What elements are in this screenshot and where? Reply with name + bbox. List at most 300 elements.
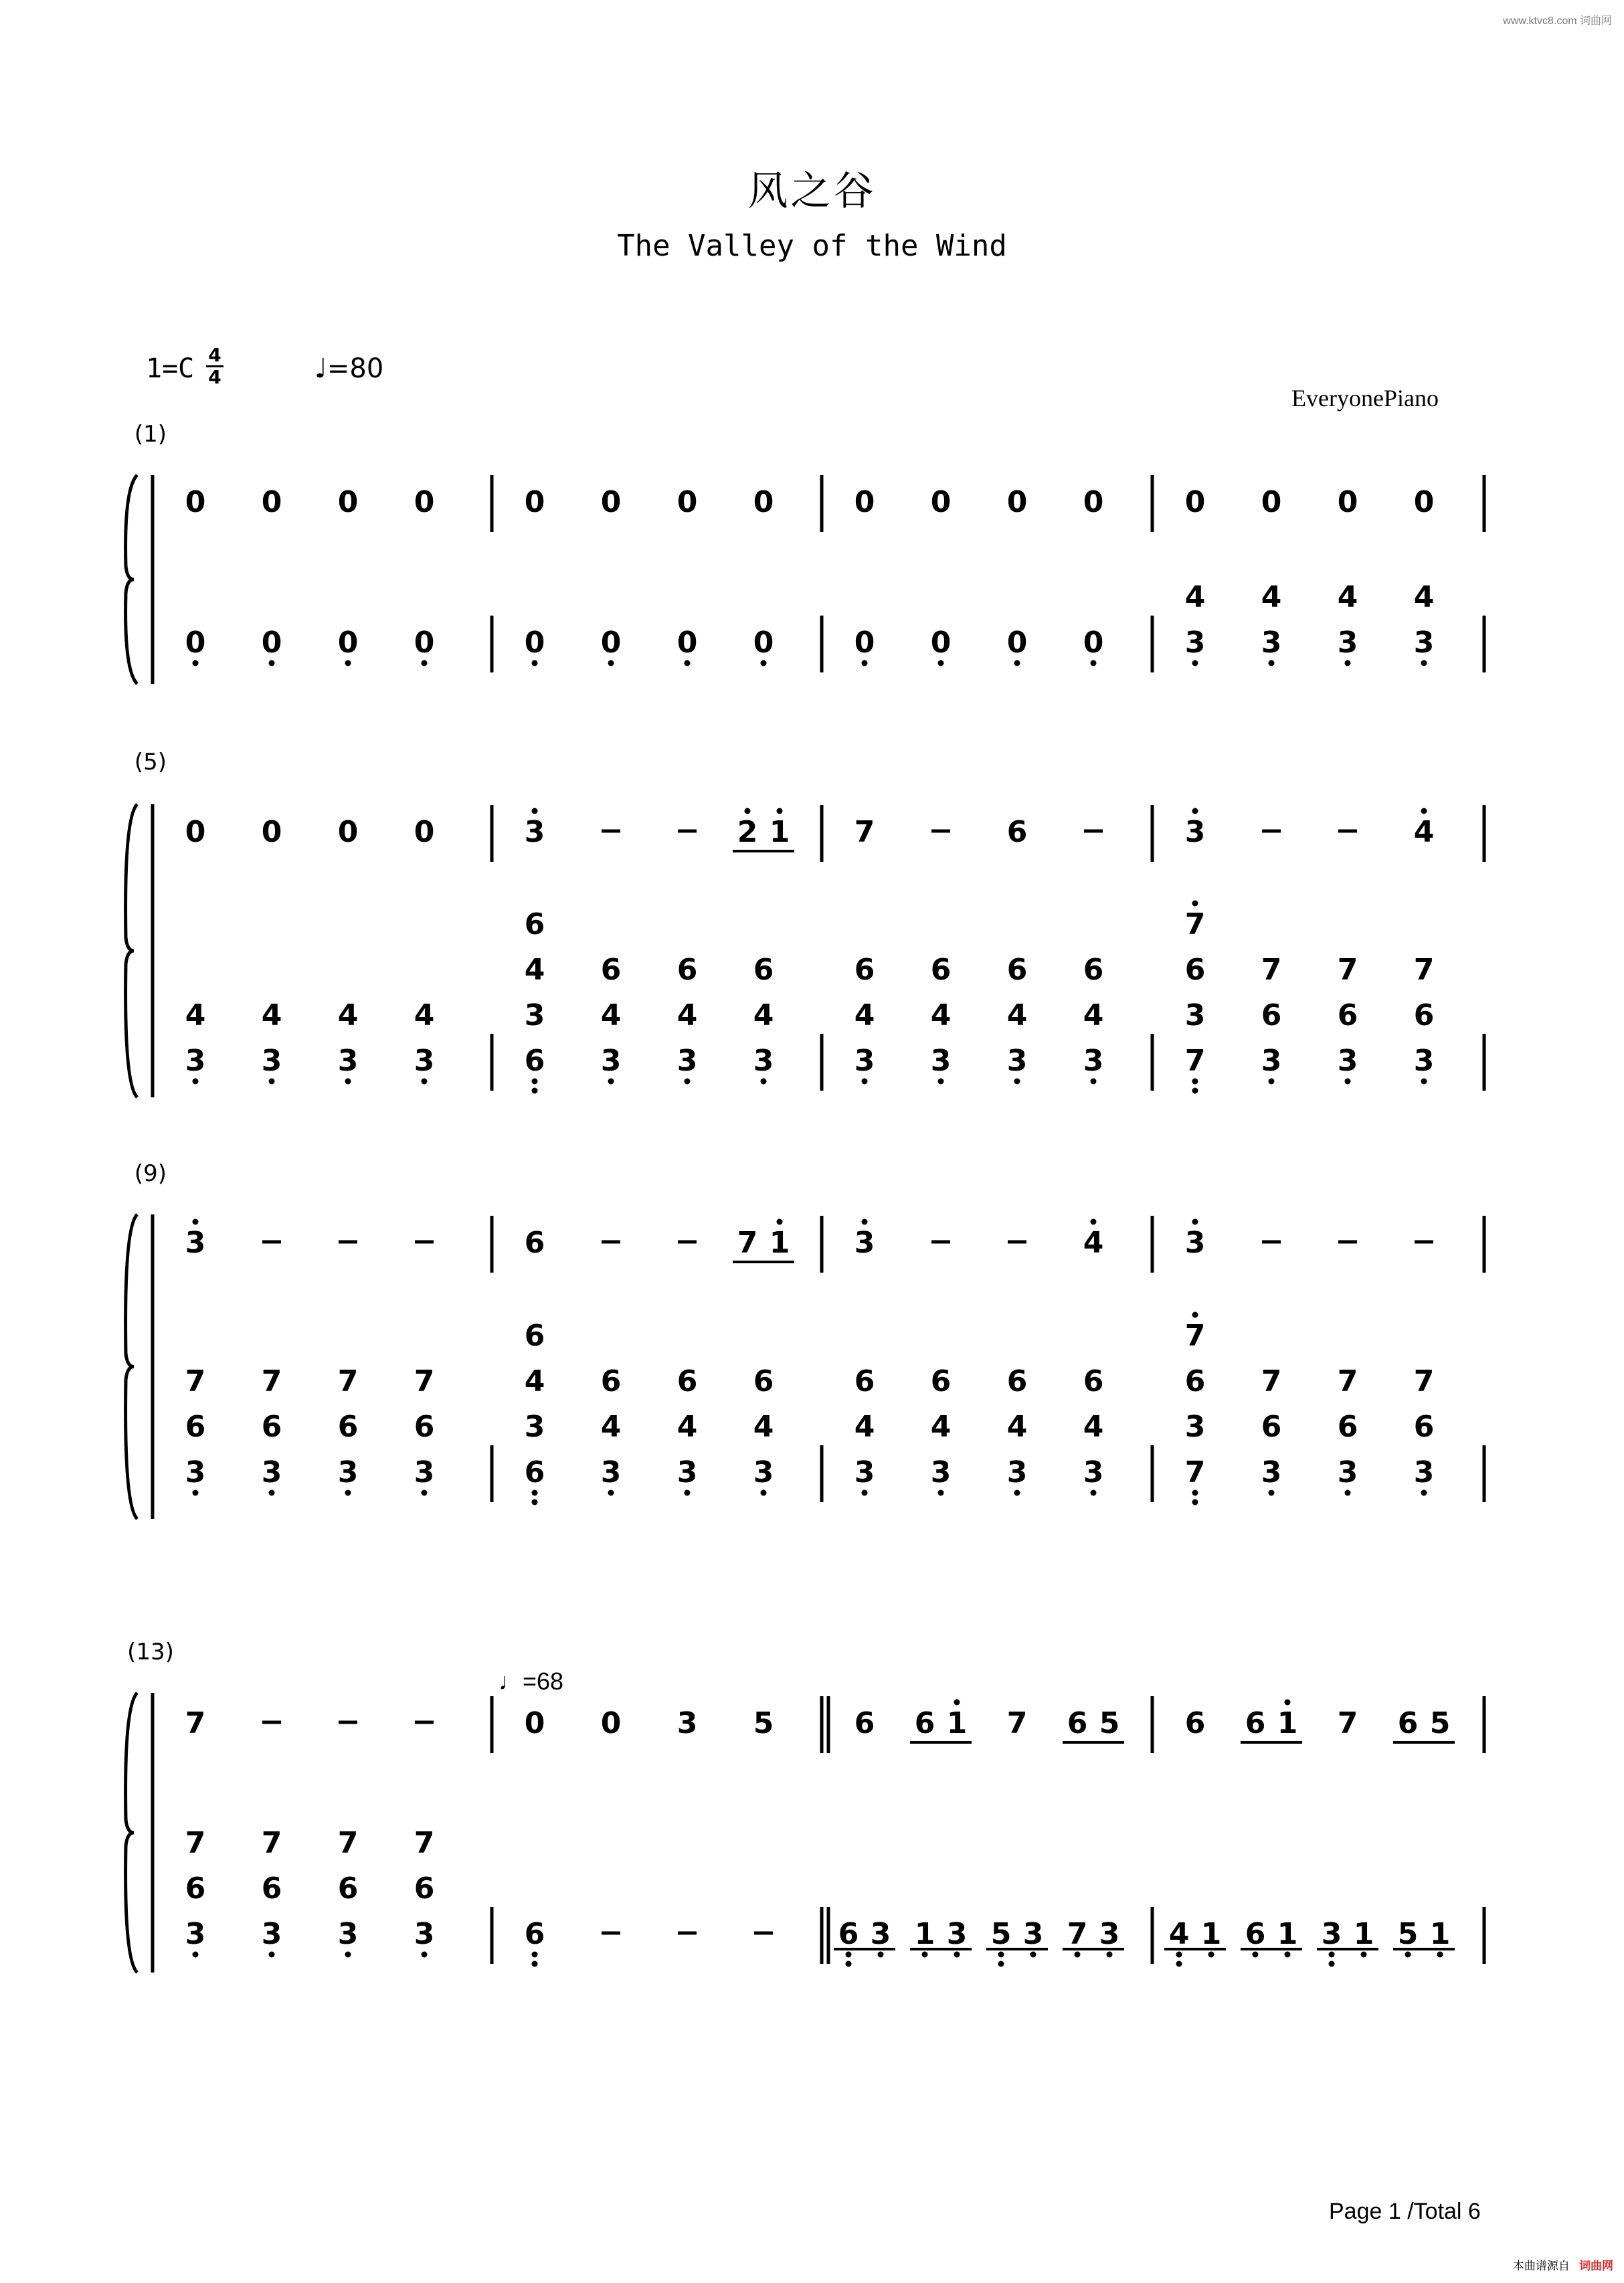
note-6: 6 xyxy=(1067,1706,1088,1740)
chord-note-4: 4 xyxy=(185,998,206,1032)
chord-note-3: 3 xyxy=(414,1917,435,1951)
chord-note-4: 4 xyxy=(1184,580,1206,614)
watermark-top: www.ktvc8.com 词曲网 xyxy=(1503,15,1612,27)
low-octave-dot xyxy=(1014,1490,1020,1496)
low-octave-dot xyxy=(532,660,538,666)
low-octave-dot xyxy=(193,1079,199,1085)
chord-note-4: 4 xyxy=(414,998,435,1032)
tempo-change: ♩=68 xyxy=(499,1667,564,1695)
note-0: 0 xyxy=(930,485,952,519)
watermark-bottom-left: 本曲谱源自 xyxy=(1512,2260,1570,2272)
chord-note-4: 4 xyxy=(337,998,359,1032)
chord-note-6: 6 xyxy=(1006,953,1028,987)
low-octave-dot xyxy=(345,1952,351,1958)
low-octave-dot xyxy=(1405,1952,1411,1958)
chord-note-6: 6 xyxy=(337,1410,359,1444)
chord-note-7: 7 xyxy=(414,1826,435,1860)
note-6: 6 xyxy=(1006,815,1028,849)
chord-note-6: 6 xyxy=(1337,1410,1358,1444)
time-sig-numerator: 4 xyxy=(208,344,221,366)
note-0: 0 xyxy=(185,815,206,849)
chord-note-6: 6 xyxy=(414,1871,435,1906)
chord-note-3: 3 xyxy=(1261,1044,1282,1078)
note-7: 7 xyxy=(854,815,875,849)
note-7: 7 xyxy=(1337,1706,1358,1740)
low-octave-dot xyxy=(761,1079,767,1085)
note-1: 1 xyxy=(1277,1917,1298,1951)
note-3: 3 xyxy=(854,1226,875,1260)
note-3: 3 xyxy=(1022,1917,1044,1951)
low-octave-dot xyxy=(1192,1079,1198,1085)
chord-note-3: 3 xyxy=(414,1455,435,1489)
chord-note-0: 0 xyxy=(930,626,952,660)
chord-note-6: 6 xyxy=(1337,998,1358,1032)
low-octave-dot xyxy=(269,1952,275,1958)
chord-note-3: 3 xyxy=(1083,1455,1104,1489)
song-title: 风之谷 xyxy=(747,168,877,215)
song-subtitle: The Valley of the Wind xyxy=(617,229,1007,263)
note-0: 0 xyxy=(753,485,774,519)
low-octave-dot xyxy=(345,1490,351,1496)
chord-note-6: 6 xyxy=(185,1871,206,1906)
note-0: 0 xyxy=(600,485,622,519)
low-octave-dot xyxy=(1176,1952,1182,1958)
note-3: 3 xyxy=(1321,1917,1342,1951)
chord-note-6: 6 xyxy=(930,1364,952,1398)
low-octave-dot xyxy=(193,660,199,666)
note-0: 0 xyxy=(524,485,545,519)
chord-note-6: 6 xyxy=(414,1410,435,1444)
high-octave-dot xyxy=(532,808,538,814)
low-octave-dot xyxy=(1192,660,1198,666)
note-3: 3 xyxy=(1184,815,1206,849)
chord-note-3: 3 xyxy=(337,1917,359,1951)
note-0: 0 xyxy=(1083,485,1104,519)
chord-note-3: 3 xyxy=(753,1044,774,1078)
low-octave-dot xyxy=(532,1499,538,1505)
note-2: 2 xyxy=(737,815,758,849)
high-octave-dot xyxy=(862,1219,868,1225)
chord-note-0: 0 xyxy=(1083,626,1104,660)
chord-note-6: 6 xyxy=(753,1364,774,1398)
low-octave-dot xyxy=(878,1952,884,1958)
chord-note-4: 4 xyxy=(1337,580,1358,614)
note-1: 1 xyxy=(769,1226,790,1260)
chord-note-4: 4 xyxy=(1413,580,1435,614)
chord-note-6: 6 xyxy=(676,1364,698,1398)
note-4: 4 xyxy=(1083,1226,1104,1260)
note-1: 1 xyxy=(769,815,790,849)
chord-note-3: 3 xyxy=(261,1455,282,1489)
low-octave-dot xyxy=(998,1961,1004,1967)
high-octave-dot xyxy=(777,808,783,814)
low-octave-dot xyxy=(1421,1079,1427,1085)
chord-note-3: 3 xyxy=(676,1044,698,1078)
low-octave-dot xyxy=(1192,1088,1198,1094)
chord-note-7: 7 xyxy=(1413,1364,1435,1398)
brace xyxy=(126,804,137,1097)
note-1: 1 xyxy=(1353,1917,1374,1951)
chord-note-6: 6 xyxy=(524,1455,545,1489)
chord-note-6: 6 xyxy=(676,953,698,987)
note-1: 1 xyxy=(1277,1706,1298,1740)
low-octave-dot xyxy=(1192,1499,1198,1505)
note-0: 0 xyxy=(1261,485,1282,519)
measure-number: (13) xyxy=(127,1639,174,1665)
chord-note-3: 3 xyxy=(261,1044,282,1078)
time-sig-denominator: 4 xyxy=(206,365,223,387)
note-6: 6 xyxy=(854,1706,875,1740)
chord-note-3: 3 xyxy=(854,1044,875,1078)
low-octave-dot xyxy=(608,1079,614,1085)
low-octave-dot xyxy=(1091,1079,1097,1085)
low-octave-dot xyxy=(938,660,944,666)
chord-note-3: 3 xyxy=(854,1455,875,1489)
note-0: 0 xyxy=(185,485,206,519)
note-3: 3 xyxy=(524,815,545,849)
low-octave-dot xyxy=(998,1952,1004,1958)
note-4: 4 xyxy=(1168,1917,1190,1951)
low-octave-dot xyxy=(1208,1952,1214,1958)
low-octave-dot xyxy=(1345,1079,1351,1085)
chord-note-3: 3 xyxy=(414,1044,435,1078)
chord-note-3: 3 xyxy=(1006,1044,1028,1078)
measure-number: (9) xyxy=(134,1160,167,1187)
low-octave-dot xyxy=(685,660,691,666)
chord-note-6: 6 xyxy=(753,953,774,987)
chord-note-6: 6 xyxy=(1261,1410,1282,1444)
low-octave-dot xyxy=(846,1961,852,1967)
note-3: 3 xyxy=(185,1226,206,1260)
chord-note-7: 7 xyxy=(261,1364,282,1398)
chord-note-4: 4 xyxy=(1261,580,1282,614)
low-octave-dot xyxy=(345,1079,351,1085)
chord-note-4: 4 xyxy=(1006,1410,1028,1444)
low-octave-dot xyxy=(685,1079,691,1085)
low-octave-dot xyxy=(922,1952,928,1958)
chord-note-7: 7 xyxy=(185,1826,206,1860)
low-octave-dot xyxy=(269,1490,275,1496)
note-6: 6 xyxy=(524,1226,545,1260)
chord-note-6: 6 xyxy=(524,1044,545,1078)
note-7: 7 xyxy=(1006,1706,1028,1740)
high-octave-dot xyxy=(1192,1219,1198,1225)
low-octave-dot xyxy=(685,1490,691,1496)
chord-note-6: 6 xyxy=(1184,953,1206,987)
note-3: 3 xyxy=(1184,1226,1206,1260)
low-octave-dot xyxy=(422,1490,428,1496)
note-3: 3 xyxy=(676,1706,698,1740)
chord-note-3: 3 xyxy=(1413,1455,1435,1489)
chord-note-3: 3 xyxy=(930,1044,952,1078)
chord-note-7: 7 xyxy=(1337,953,1358,987)
chord-note-3: 3 xyxy=(1413,626,1435,660)
chord-note-6: 6 xyxy=(854,1364,875,1398)
note-0: 0 xyxy=(337,815,359,849)
chord-note-0: 0 xyxy=(676,626,698,660)
brace xyxy=(126,1693,137,1973)
measure-number: (5) xyxy=(134,749,167,775)
note-5: 5 xyxy=(753,1706,774,1740)
chord-note-6: 6 xyxy=(524,1319,545,1353)
chord-note-3: 3 xyxy=(1184,998,1206,1032)
low-octave-dot xyxy=(532,1952,538,1958)
note-0: 0 xyxy=(600,1706,622,1740)
low-octave-dot xyxy=(1091,1490,1097,1496)
chord-note-7: 7 xyxy=(1184,907,1206,941)
high-octave-dot xyxy=(1192,808,1198,814)
chord-note-3: 3 xyxy=(600,1455,622,1489)
note-0: 0 xyxy=(261,485,282,519)
chord-note-3: 3 xyxy=(261,1917,282,1951)
note-0: 0 xyxy=(676,485,698,519)
low-octave-dot xyxy=(1075,1952,1081,1958)
chord-note-6: 6 xyxy=(524,1917,545,1951)
note-6: 6 xyxy=(1245,1706,1266,1740)
chord-note-4: 4 xyxy=(524,1364,545,1398)
low-octave-dot xyxy=(345,660,351,666)
chord-note-6: 6 xyxy=(1083,1364,1104,1398)
low-octave-dot xyxy=(954,1952,960,1958)
chord-note-6: 6 xyxy=(1083,953,1104,987)
chord-note-0: 0 xyxy=(854,626,875,660)
low-octave-dot xyxy=(1361,1952,1367,1958)
low-octave-dot xyxy=(532,1079,538,1085)
chord-note-3: 3 xyxy=(1337,626,1358,660)
octave-dot xyxy=(1192,901,1198,907)
chord-note-3: 3 xyxy=(930,1455,952,1489)
chord-note-4: 4 xyxy=(753,998,774,1032)
chord-note-0: 0 xyxy=(1006,626,1028,660)
chord-note-6: 6 xyxy=(600,1364,622,1398)
note-6: 6 xyxy=(1397,1706,1419,1740)
low-octave-dot xyxy=(422,1952,428,1958)
low-octave-dot xyxy=(862,660,868,666)
chord-note-7: 7 xyxy=(414,1364,435,1398)
brace xyxy=(126,475,137,684)
chord-note-4: 4 xyxy=(600,1410,622,1444)
chord-note-3: 3 xyxy=(1261,1455,1282,1489)
chord-note-7: 7 xyxy=(337,1364,359,1398)
chord-note-7: 7 xyxy=(1184,1044,1206,1078)
chord-note-4: 4 xyxy=(524,953,545,987)
chord-note-6: 6 xyxy=(1184,1364,1206,1398)
note-3: 3 xyxy=(946,1917,968,1951)
high-octave-dot xyxy=(745,808,751,814)
brace xyxy=(126,1214,137,1519)
chord-note-3: 3 xyxy=(1413,1044,1435,1078)
low-octave-dot xyxy=(1253,1952,1259,1958)
chord-note-4: 4 xyxy=(1006,998,1028,1032)
chord-note-3: 3 xyxy=(337,1455,359,1489)
low-octave-dot xyxy=(1269,660,1275,666)
note-0: 0 xyxy=(414,815,435,849)
note-3: 3 xyxy=(870,1917,891,1951)
chord-note-3: 3 xyxy=(185,1917,206,1951)
watermark-bottom-logo: 词曲网 xyxy=(1579,2260,1613,2272)
chord-note-6: 6 xyxy=(854,953,875,987)
high-octave-dot xyxy=(1091,1219,1097,1225)
low-octave-dot xyxy=(1437,1952,1443,1958)
note-6: 6 xyxy=(914,1706,935,1740)
chord-note-4: 4 xyxy=(261,998,282,1032)
chord-note-3: 3 xyxy=(337,1044,359,1078)
low-octave-dot xyxy=(761,660,767,666)
low-octave-dot xyxy=(1285,1952,1291,1958)
chord-note-6: 6 xyxy=(930,953,952,987)
note-5: 5 xyxy=(990,1917,1012,1951)
chord-note-6: 6 xyxy=(337,1871,359,1906)
chord-note-3: 3 xyxy=(1006,1455,1028,1489)
low-octave-dot xyxy=(1176,1961,1182,1967)
chord-note-6: 6 xyxy=(1261,998,1282,1032)
low-octave-dot xyxy=(761,1490,767,1496)
low-octave-dot xyxy=(862,1490,868,1496)
chord-note-6: 6 xyxy=(1413,998,1435,1032)
chord-note-0: 0 xyxy=(261,626,282,660)
chord-note-7: 7 xyxy=(261,1826,282,1860)
low-octave-dot xyxy=(532,1490,538,1496)
chord-note-7: 7 xyxy=(1261,1364,1282,1398)
low-octave-dot xyxy=(1014,660,1020,666)
low-octave-dot xyxy=(1030,1952,1036,1958)
chord-note-4: 4 xyxy=(600,998,622,1032)
low-octave-dot xyxy=(193,1490,199,1496)
chord-note-3: 3 xyxy=(185,1455,206,1489)
chord-note-4: 4 xyxy=(1083,998,1104,1032)
low-octave-dot xyxy=(1192,1490,1198,1496)
low-octave-dot xyxy=(1345,1490,1351,1496)
chord-note-3: 3 xyxy=(1184,626,1206,660)
low-octave-dot xyxy=(422,660,428,666)
low-octave-dot xyxy=(193,1952,199,1958)
octave-dot xyxy=(1192,1312,1198,1318)
chord-note-0: 0 xyxy=(753,626,774,660)
chord-note-6: 6 xyxy=(261,1871,282,1906)
high-octave-dot xyxy=(193,1219,199,1225)
page-footer: Page 1 /Total 6 xyxy=(1329,2199,1481,2224)
chord-note-6: 6 xyxy=(524,907,545,941)
chord-note-7: 7 xyxy=(1413,953,1435,987)
chord-note-3: 3 xyxy=(676,1455,698,1489)
note-0: 0 xyxy=(854,485,875,519)
note-1: 1 xyxy=(1200,1917,1222,1951)
high-octave-dot xyxy=(954,1700,960,1706)
chord-note-0: 0 xyxy=(524,626,545,660)
key-signature: 1=C xyxy=(146,353,195,384)
quarter-note-icon: ♩ xyxy=(314,353,327,384)
low-octave-dot xyxy=(1345,660,1351,666)
chord-note-3: 3 xyxy=(753,1455,774,1489)
note-7: 7 xyxy=(1067,1917,1088,1951)
chord-note-0: 0 xyxy=(414,626,435,660)
chord-note-4: 4 xyxy=(676,1410,698,1444)
note-0: 0 xyxy=(1184,485,1206,519)
chord-note-3: 3 xyxy=(524,1410,545,1444)
low-octave-dot xyxy=(1329,1952,1335,1958)
note-3: 3 xyxy=(1099,1917,1120,1951)
low-octave-dot xyxy=(846,1952,852,1958)
low-octave-dot xyxy=(608,1490,614,1496)
high-octave-dot xyxy=(777,1219,783,1225)
note-0: 0 xyxy=(1337,485,1358,519)
chord-note-0: 0 xyxy=(600,626,622,660)
chord-note-3: 3 xyxy=(1337,1455,1358,1489)
chord-note-0: 0 xyxy=(185,626,206,660)
chord-note-3: 3 xyxy=(1337,1044,1358,1078)
low-octave-dot xyxy=(532,1088,538,1094)
chord-note-3: 3 xyxy=(185,1044,206,1078)
note-5: 5 xyxy=(1397,1917,1419,1951)
note-0: 0 xyxy=(337,485,359,519)
note-0: 0 xyxy=(1413,485,1435,519)
chord-note-3: 3 xyxy=(1261,626,1282,660)
chord-note-4: 4 xyxy=(676,998,698,1032)
low-octave-dot xyxy=(1421,660,1427,666)
tempo-value: =80 xyxy=(327,353,384,384)
note-1: 1 xyxy=(914,1917,935,1951)
note-7: 7 xyxy=(185,1706,206,1740)
high-octave-dot xyxy=(1421,808,1427,814)
low-octave-dot xyxy=(608,660,614,666)
note-0: 0 xyxy=(261,815,282,849)
note-0: 0 xyxy=(414,485,435,519)
low-octave-dot xyxy=(269,660,275,666)
chord-note-7: 7 xyxy=(337,1826,359,1860)
chord-note-6: 6 xyxy=(1413,1410,1435,1444)
note-1: 1 xyxy=(946,1706,968,1740)
chord-note-4: 4 xyxy=(930,1410,952,1444)
chord-note-6: 6 xyxy=(185,1410,206,1444)
note-6: 6 xyxy=(1245,1917,1266,1951)
chord-note-7: 7 xyxy=(1337,1364,1358,1398)
note-7: 7 xyxy=(737,1226,758,1260)
note-0: 0 xyxy=(1006,485,1028,519)
chord-note-6: 6 xyxy=(1006,1364,1028,1398)
note-5: 5 xyxy=(1099,1706,1120,1740)
chord-note-4: 4 xyxy=(854,1410,875,1444)
high-octave-dot xyxy=(1285,1700,1291,1706)
chord-note-7: 7 xyxy=(1184,1455,1206,1489)
low-octave-dot xyxy=(862,1079,868,1085)
arranger: EveryonePiano xyxy=(1291,385,1439,412)
measure-number: (1) xyxy=(134,421,167,448)
chord-note-0: 0 xyxy=(337,626,359,660)
chord-note-4: 4 xyxy=(930,998,952,1032)
note-0: 0 xyxy=(524,1706,545,1740)
note-6: 6 xyxy=(1184,1706,1206,1740)
chord-note-4: 4 xyxy=(1083,1410,1104,1444)
low-octave-dot xyxy=(532,1961,538,1967)
low-octave-dot xyxy=(938,1079,944,1085)
low-octave-dot xyxy=(422,1079,428,1085)
low-octave-dot xyxy=(1014,1079,1020,1085)
low-octave-dot xyxy=(269,1079,275,1085)
low-octave-dot xyxy=(1421,1490,1427,1496)
chord-note-4: 4 xyxy=(753,1410,774,1444)
chord-note-6: 6 xyxy=(600,953,622,987)
chord-note-7: 7 xyxy=(1184,1319,1206,1353)
chord-note-3: 3 xyxy=(524,998,545,1032)
low-octave-dot xyxy=(938,1490,944,1496)
low-octave-dot xyxy=(1107,1952,1113,1958)
low-octave-dot xyxy=(1329,1961,1335,1967)
chord-note-7: 7 xyxy=(185,1364,206,1398)
chord-note-4: 4 xyxy=(854,998,875,1032)
note-4: 4 xyxy=(1413,815,1435,849)
note-6: 6 xyxy=(838,1917,859,1951)
chord-note-3: 3 xyxy=(600,1044,622,1078)
